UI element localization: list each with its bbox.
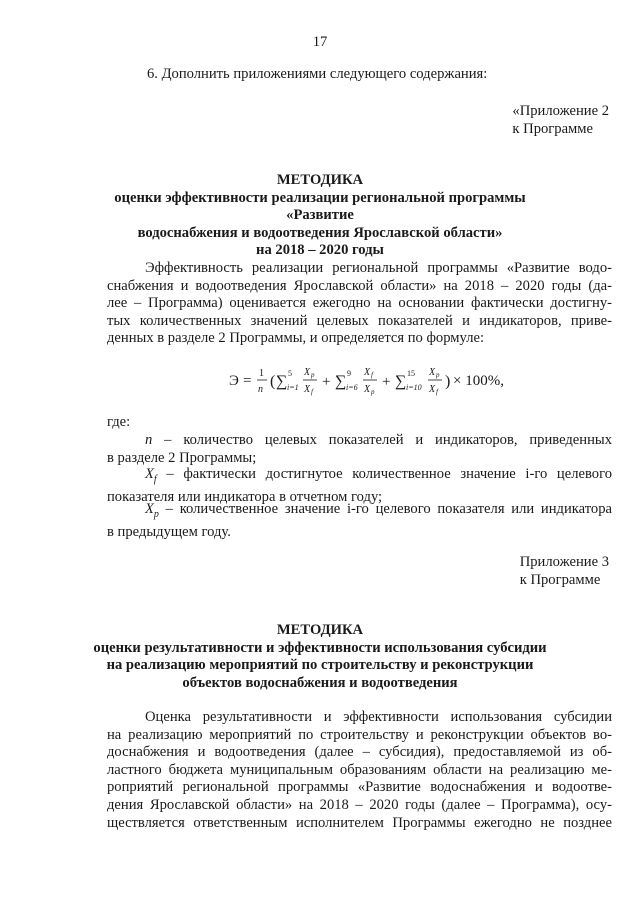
paragraph-line: лее – Программа) оценивается ежегодно на основании фактически достигну- [107, 295, 612, 312]
svg-text:): ) [445, 373, 451, 390]
methodology-1-subtitle-line: на 2018 – 2020 годы [256, 242, 384, 259]
xp-symbol: X [429, 367, 436, 378]
formula-frac-numerator: 1 [259, 368, 264, 379]
appendix-3-line1: Приложение 3 [519, 554, 609, 570]
xp-subscript: p [153, 508, 159, 520]
xp-symbol: X [145, 501, 154, 517]
formula-lhs: Э [229, 373, 239, 389]
paragraph-line: снабжения и водоотведения Ярославской области» на 2018 – 2020 годы (да- [107, 277, 612, 294]
xp-subscript: p [371, 388, 375, 396]
methodology-2-subtitle-line: на реализацию мероприятий по строительству и реконструкции [106, 657, 534, 674]
sum-icon: ∑ [395, 373, 407, 390]
svg-text:+: + [382, 374, 391, 390]
page-number: 17 [312, 34, 328, 50]
xp-subscript: p [311, 371, 315, 379]
methodology-2-heading [90, 622, 550, 692]
paragraph-line: Эффективность реализации региональной программы «Развитие водо- [145, 260, 612, 276]
intro-text: 6. Дополнить приложениями следующего содержания: [147, 66, 488, 82]
methodology-2-subtitle-line: оценки результативности и эффективности использования субсидии [93, 639, 547, 656]
where-label: где: [107, 414, 131, 430]
definition-text: – количество целевых показателей и индикаторов, приведенных [152, 432, 612, 448]
appendix-2-line2: к Программе [512, 120, 594, 137]
definition-n [107, 432, 612, 467]
definition-text: в предыдущем году. [107, 523, 231, 540]
methodology-1-subtitle-line: оценки эффективности реализации региональной программы «Развитие [114, 189, 526, 224]
methodology-2-title: МЕТОДИКА [276, 622, 364, 638]
formula-frac-denominator: n [258, 384, 263, 395]
definition-text: показателя или индикатора в отчетном году; [107, 488, 383, 505]
methodology-1-heading [100, 172, 540, 260]
paragraph-line: денных в разделе 2 Программы, и определяется по формуле: [107, 330, 485, 347]
paragraph-line: на реализацию мероприятий по строительству и реконструкции объектов во- [107, 726, 612, 743]
paragraph-line: тых количественных значений целевых показателей и индикаторов, приве- [107, 312, 612, 329]
definition-text: – количественное значение i-го целевого показателя или индикатора [158, 501, 612, 517]
definition-text: в разделе 2 Программы; [107, 449, 257, 466]
xf-symbol: X [145, 466, 154, 482]
xf-symbol: X [429, 384, 436, 395]
paragraph-line: доснабжения и водоотведения (далее – субсидия), предоставляемой из об- [107, 744, 612, 761]
sum-icon: ∑ [276, 373, 288, 390]
xp-subscript: p [436, 371, 440, 379]
xp-symbol: X [364, 384, 371, 395]
paragraph-line: роприятий региональной программы «Развитие водоснабжения и водоотве- [107, 779, 612, 796]
methodology-2-paragraph [107, 709, 612, 832]
sum1-upper: 5 [288, 369, 292, 378]
appendix-3-label [520, 554, 609, 589]
appendix-2-label [512, 103, 609, 138]
appendix-3-line2: к Программе [519, 571, 601, 588]
methodology-1-subtitle-line: водоснабжения и водоотведения Ярославской области» [137, 224, 503, 241]
svg-text:+: + [322, 374, 331, 390]
xf-subscript: f [153, 473, 157, 485]
methodology-2-subtitle-line: объектов водоснабжения и водоотведения [182, 674, 458, 691]
svg-text:(: ( [270, 373, 276, 390]
appendix-2-line1: «Приложение 2 [512, 103, 609, 119]
xf-subscript: f [311, 388, 313, 396]
xf-subscript: f [371, 371, 373, 379]
sum2-lower: i=6 [346, 383, 358, 392]
sum3-lower: i=10 [406, 383, 422, 392]
xf-subscript: f [436, 388, 438, 396]
paragraph-line: ластного бюджета муниципальным образованиям области на реализацию ме- [107, 761, 612, 778]
paragraph-line: дения Ярославской области» на 2018 – 2020 годы (далее – Программа), осу- [107, 796, 612, 813]
n-symbol: n [145, 432, 153, 448]
definition-text: – фактически достигнутое количественное значение i-го целевого [156, 466, 612, 482]
efficiency-formula [229, 363, 549, 399]
xp-symbol: X [304, 367, 311, 378]
methodology-1-paragraph [107, 260, 612, 348]
sum1-lower: i=1 [287, 383, 299, 392]
paragraph-line: ществляется ответственным исполнителем Программы ежегодно не позднее [107, 814, 612, 831]
paragraph-line: Оценка результативности и эффективности использования субсидии [145, 709, 612, 725]
methodology-1-title: МЕТОДИКА [276, 172, 364, 188]
sum-icon: ∑ [335, 373, 347, 390]
formula-times-100: × 100%, [453, 373, 504, 389]
xf-symbol: X [364, 367, 371, 378]
xf-symbol: X [304, 384, 311, 395]
sum2-upper: 9 [347, 369, 351, 378]
sum3-upper: 15 [407, 369, 415, 378]
definition-xp [107, 501, 612, 541]
formula-equals: = [243, 373, 252, 389]
